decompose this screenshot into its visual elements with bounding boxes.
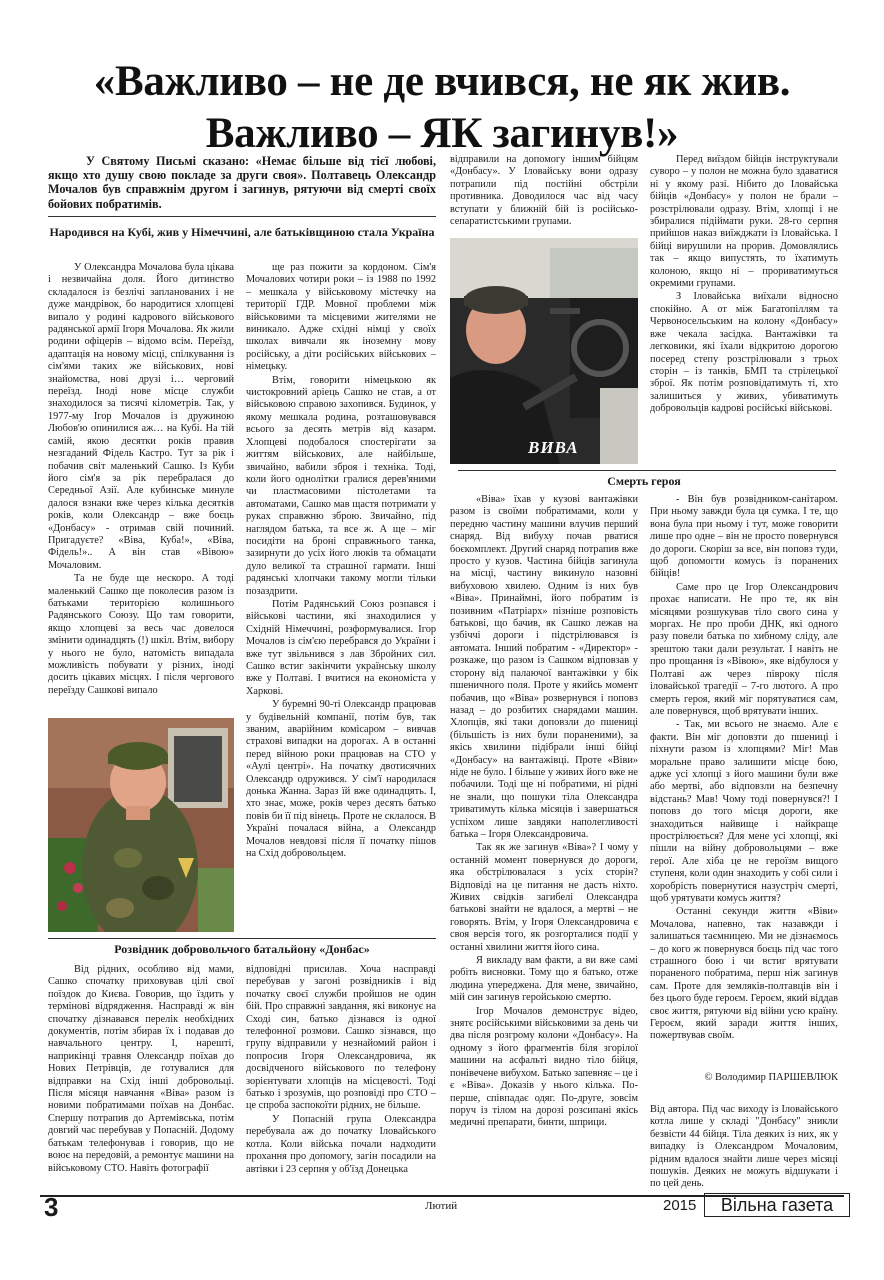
paragraph: Я викладу вам факти, а ви вже самі робіть висновки. Тому що я батько, отже людина упереджена. Для мене, звичайно, мій син загинув геройською смертю.: [450, 955, 638, 1004]
driver-photo: [450, 238, 638, 464]
section-heading-donbas-scout: Розвідник добровольчого батальйону «Донбас»: [114, 942, 370, 956]
page-number: 3: [44, 1192, 59, 1222]
top-column-3: [450, 154, 638, 230]
paragraph: Так як же загинув «Віва»? І чому у останній момент повернувся до дороги, яка обстрілювалася з усіх сторін? Відповіді на це питання не дасть ніхто. Живих свідків загибелі Олександра батькові знайти не вдалося, а мертві – не говорять. Втім, у Ігоря Олександровича є своя версія того, як розгорталися події у останні хвилини життя його сина.: [450, 842, 638, 953]
paragraph: У Олександра Мочалова була цікава і незвичайна доля. Його дитинство складалося із безлічі запланованих і не дуже мандрівок, бо народитися хлопцеві випало у родині кадрового військового радянської армії Ігоря Мочалова. Як жили родини офіцерів – відомо всім. Переїзд, адаптація на новому місці, спілкування із сім'ями таких же військових, нові знайомства, нові друзі і… черговий переїзд. Іноді нове місце служби знаходилося за тисячі кілометрів. Так, у 1977-му Ігор Мочалов із дружиною Любов'ю опинилися аж… на Кубі. На тій самій, якою десятки років правив незгаданий Фідель Кастро. Тут за рік і побачив світ маленький Сашко. Із Куби його сім'я за рік перебралася до Середньої Азії. Але кубинське минуле далося взнаки вже через кілька десятків років, коли Олександр – вже боєць «Донбасу» - отримав свій починий. Пригадуєте? «Віва, Куба!», «Віва, Фідель!».. А він став «Вівою» Мочаловим.: [48, 262, 234, 571]
section-heading-born-in-cuba: Народився на Кубі, жив у Німеччині, але батьківщиною стала Україна: [49, 225, 435, 239]
author-byline: © Володимир ПАРШЕВЛЮК: [704, 1072, 838, 1083]
paragraph: У Попасній група Олександра перебувала аж до початку Іловайського котла. Коли війська почали надходити прохання про допомогу, загін посадили на автівки і 23 серпня у об'їзд Донецька: [246, 1113, 436, 1175]
article-title: [40, 56, 844, 160]
paragraph: Втім, говорити німецькою як чистокровний аріець Сашко не став, а от військовою справою захопився. Будинок, у якому мешкала родина, розташовувався всього за десять метрів від казарм. Хлопцеві подобалося спостерігати за життям військових, але найбільше, звичайно, вабили зброя і техніка. Тоді, коли його однолітки гралися дерев'яними чи пластмасовими пістолетами та автоматами, Сашко мав щастя потримати у руках справжню зброю. Звичайно, під наглядом батька, та все ж. А ще – міг посидіти на броні справжнього танка, зазирнути до усіх його люків та обмацати дуло великої та страшної гармати. Інші радянські хлопчаки такому могли тільки позаздрити.: [246, 374, 436, 597]
paragraph: Ігор Мочалов демонструє відео, знятє російськими військовими за день чи два після розгрому колони «Донбасу». На одному з його фрагментів біля згорілої машини на асфальті видно тіло бійця, понівечене вибухом. Батько запевняє – це і є «Віва». Доказів у нього кілька. По-перше, співпадає одяг. По-друге, зовсім поруч із тілом на дорозі розсипані якісь медичні препарати, бинти, шприци.: [450, 1005, 638, 1129]
paragraph: Та не буде ще нескоро. А тоді маленький Сашко ще поколесив разом із батьками територією колишнього Радянського Союзу. Що там говорити, якщо хлопцеві за весь час довелося змінити одинадцять (!) шкіл. Втім, вибору у нього не було, натомість випадала можливість побувати у різних, іноді досить цікавих місцях. І після чергового переїзду Сашкові випало: [48, 573, 234, 696]
paragraph: Потім Радянський Союз розпався і військові частини, які знаходилися у Східній Німеччині, розформувалися. Ігор Мочалов із сім'єю перебрався до України і вже тут звільнився з лав Збройних сил. Сашко встиг закінчити українську школу вже у Полтаві. І вчитися на економіста у Харкові.: [246, 598, 436, 697]
soldier-portrait-image: [48, 718, 234, 932]
article-lead: У Святому Письмі сказано: «Немає більше від тієї любові, якщо хто душу свою покладе за други своя». Полтавець Олександр Мочалов був справжнім другом і загинув, рятуючи від смерті своїх бойових побратимів.: [48, 154, 436, 211]
section2-column-1: [48, 964, 234, 1190]
lead-divider: [48, 216, 436, 217]
title-line-2: Важливо – ЯК загинув!»: [205, 110, 679, 157]
section-heading-hero-death: Смерть героя: [607, 474, 681, 488]
paragraph: Від рідних, особливо від мами, Сашко спочатку приховував цілі свої поїздок до Києва. Говорив, що їздить у термінові відрядження. Насправді ж він спочатку дізнавався перелік необхідних документів, потім збирав їх і подавав до навчального центру. І, нарешті, наприкінці травня Олександр поїхав до Нових Петрівців, де готувалися для відправки на Схід інші добровольці. Після місяця навчання «Віва» разом із новими побратимами поїхав на Донбас. Спершу потрапив до Артемівська, потім довгий час перебував у Попасній. Додому батькам телефонував і говорив, що не воює на передовій, а ремонтує машини на військовому СТО. Навіть фотографії: [48, 964, 234, 1174]
issue-year: 2015: [663, 1197, 697, 1214]
paragraph: відповідні присилав. Хоча насправді перебував у загоні розвідників і від початку своєї служби пройшов не один бій. Про справжні завдання, які виконує на Сході син, батько дізнався із одної телефонної розмови. Сашко зізнався, що групу відправили у незнайомий район і попросив Ігоря Олександровича, як досвідченого військового по телефону зорієнтувати хлопців на місцевості. Тоді батько і зрозумів, що розповіді про СТО – це спроба заспокоїти рідних, не більше.: [246, 964, 436, 1112]
paragraph: Саме про це Ігор Олександрович прохає написати. Не про те, як він місяцями розшукував тіло свого сина у моргах. Не про проби ДНК, які одного разу повели батька по хибному сліду, але зрештою таки дали результат. І навіть не про прощання із «Вівою», яке відбулося у Полтаві аж через півроку після іловайської трагедії – 7-го лютого. А про смерть героя, який міг порятуватися сам, але повернувся, щоб врятувати інших.: [650, 581, 838, 717]
paragraph: У буремні 90-ті Олександр працював у будівельній компанії, потім був, так званим, аварійним комісаром – вивчав страхові випадки на дорогах. А в останні перед війною роки працював на СТО у «Аулі центрі». На початку двотисячних Олександр одружився. У сім'ї народилася донька Жанна. Зараз їй вже одинадцять. І, хто знає, може, років через десять батько повів би її під вінець. Проте не склалося. В Україні почалася війна, а Олександр Мочалов невдовзі після її початку пішов на Схід добровольцем.: [246, 699, 436, 860]
title-line-1: «Важливо – не де вчився, не як жив.: [93, 58, 791, 105]
section3-column-1: [450, 494, 638, 1190]
section2-divider: [48, 938, 436, 939]
author-note: Від автора. Під час виходу із Іловайського котла лише у складі "Донбасу" зникли безвісти 44 бійця. Тіла деяких із них, як у випадку із Олександром Мочаловим, рідним вдалося знайти лише через місяці пошуків. Деяких не можуть відшукати і по цей день.: [650, 1104, 838, 1190]
section1-column-2: [246, 262, 436, 922]
section2-column-2: [246, 964, 436, 1190]
paragraph: - Так, ми всього не знаємо. Але є факти. Він міг доповзти до пшениці і піхнути разом із хлопцями? Міг! Мав моральне право залишити місце бою, адже усі хлопці з його машини були вже або мертві, або відповзли на безпечну відстань? Мав! Чому тоді повернувся?! І поповз до того місця дороги, яке знаходиться найвище і найкраще прострілюється? Для мене усі хлопці, які пішли на війну добровольцями – вже герої. Але хіба це не героїзм вищого ступеня, коли один знаходить у собі сили і хоробрість повернутися назустріч смерті, щоб урятувати комусь життя?: [650, 719, 838, 904]
section3-divider: [458, 470, 836, 471]
driver-image: [450, 238, 638, 464]
photo-caption: ВИВА: [528, 438, 579, 457]
paragraph: З Іловайська виїхали відносно спокійно. А от між Багатопіллям та Червоносельським на колону «Донбасу» вже чекала засідка. Вантажівки та легковики, які їхали відкритою дорогою посеред степу розстрілювали з трьох сторін – із танків, БМП та стрілецької зброї. Як потім розповідатимуть ті, хто залишиться у живих, убиватимуть добровольців кадрові російські військові.: [650, 291, 838, 415]
top-column-4: [650, 154, 838, 464]
paragraph: Перед виїздом бійців інструктували суворо – у полон не можна було здаватися ні у якому разі. Нібито до Іловайська бійців «Донбасу» у полон не брали – розстрілювали одразу. Втім, хлопці і не збиралися підіймати руки. 28-го серпня прийшов наказ виїжджати із Іловайська. І бійці вирушили на прорив. Домовлялись так – якщо випустять, то їхатимуть колоною, якщо ні – прориватимуться окремими групами.: [650, 154, 838, 290]
issue-month: Лютий: [425, 1200, 458, 1212]
newspaper-name: Вільна газета: [704, 1193, 850, 1217]
section1-column-1: [48, 262, 234, 710]
paragraph: «Віва» їхав у кузові вантажівки разом із своїми побратимами, коли у передню частину машини влучив перший снаряд. Від вибуху почав рватися боєкомплект. Другий снаряд потрапив вже просто у кузов. Частина бійців загинула на місці, частину викинуло назовні вибуховою хвилею. Одним із них був «Віва». Принаймні, його побратим із позивним «Патріарх» пізніше розповість батькові, що бачив, як Сашко лежав на узбіччі дороги і підстрілювався із автомата. Інший побратим - «Директор» - розкаже, що разом із Сашком відповзав у сторону від палаючої вантажівки у бік пшеничного поля. Проте у якийсь момент побачив, що «Віва» розвернувся і поповз назад – до розбитих снарядами машин. Хлопців, які таки доповзли до пшениці (більшість із них були пораненими), за якісь хвилини підібрали інші бійці «Донбасу» на вантажівці. Проте «Віви» ніде не було. І більше у живих його вже не побачили. Тоді ще ні побратими, ні рідні не знали, що пошуки тіла Олександра триватимуть кілька місяців і завершаться успіхом лише завдяки наполегливості батька – Ігоря Олександровича.: [450, 494, 638, 840]
paragraph: ще раз пожити за кордоном. Сім'я Мочалових чотири роки – із 1988 по 1992 – мешкала у військовому містечку на території ГДР. Мовної проблеми між військовими та місцевими жителями не виникало. Адже східні німці у своїх школах вивчали як іноземну мову російську, а діти російських військових – німецьку.: [246, 262, 436, 373]
paragraph: Останні секунди життя «Віви» Мочалова, напевно, так назавжди і залишаться таємницею. Ми не дізнаємось – до кого ж повернувся боєць під час того страшного бою і чи встиг врятувати пораненого побратима, перш ніж загинув сам. Проте для земляків-полтавців він і без цього буде героєм. Героєм, який віддав своє життя, рятуючи від війни усю країну. Героєм, який заради життя інших, пожертвував своїм.: [650, 906, 838, 1042]
soldier-portrait-photo: [48, 718, 234, 932]
paragraph: - Він був розвідником-санітаром. При ньому завжди була ця сумка. І те, що вона була при ньому і тут, може говорити лише про одне – він не просто повернувся до дороги. Скоріш за все, він поповз туди, щоб допомогти комусь із поранених бійців!: [650, 494, 838, 580]
paragraph: відправили на допомогу іншим бійцям «Донбасу». У Іловайську вони одразу потрапили під постійні обстріли противника. Доводилося час від часу вступати у ближній бій із російсько-сепаратистськими групами.: [450, 154, 638, 228]
section3-column-2: [650, 494, 838, 1066]
